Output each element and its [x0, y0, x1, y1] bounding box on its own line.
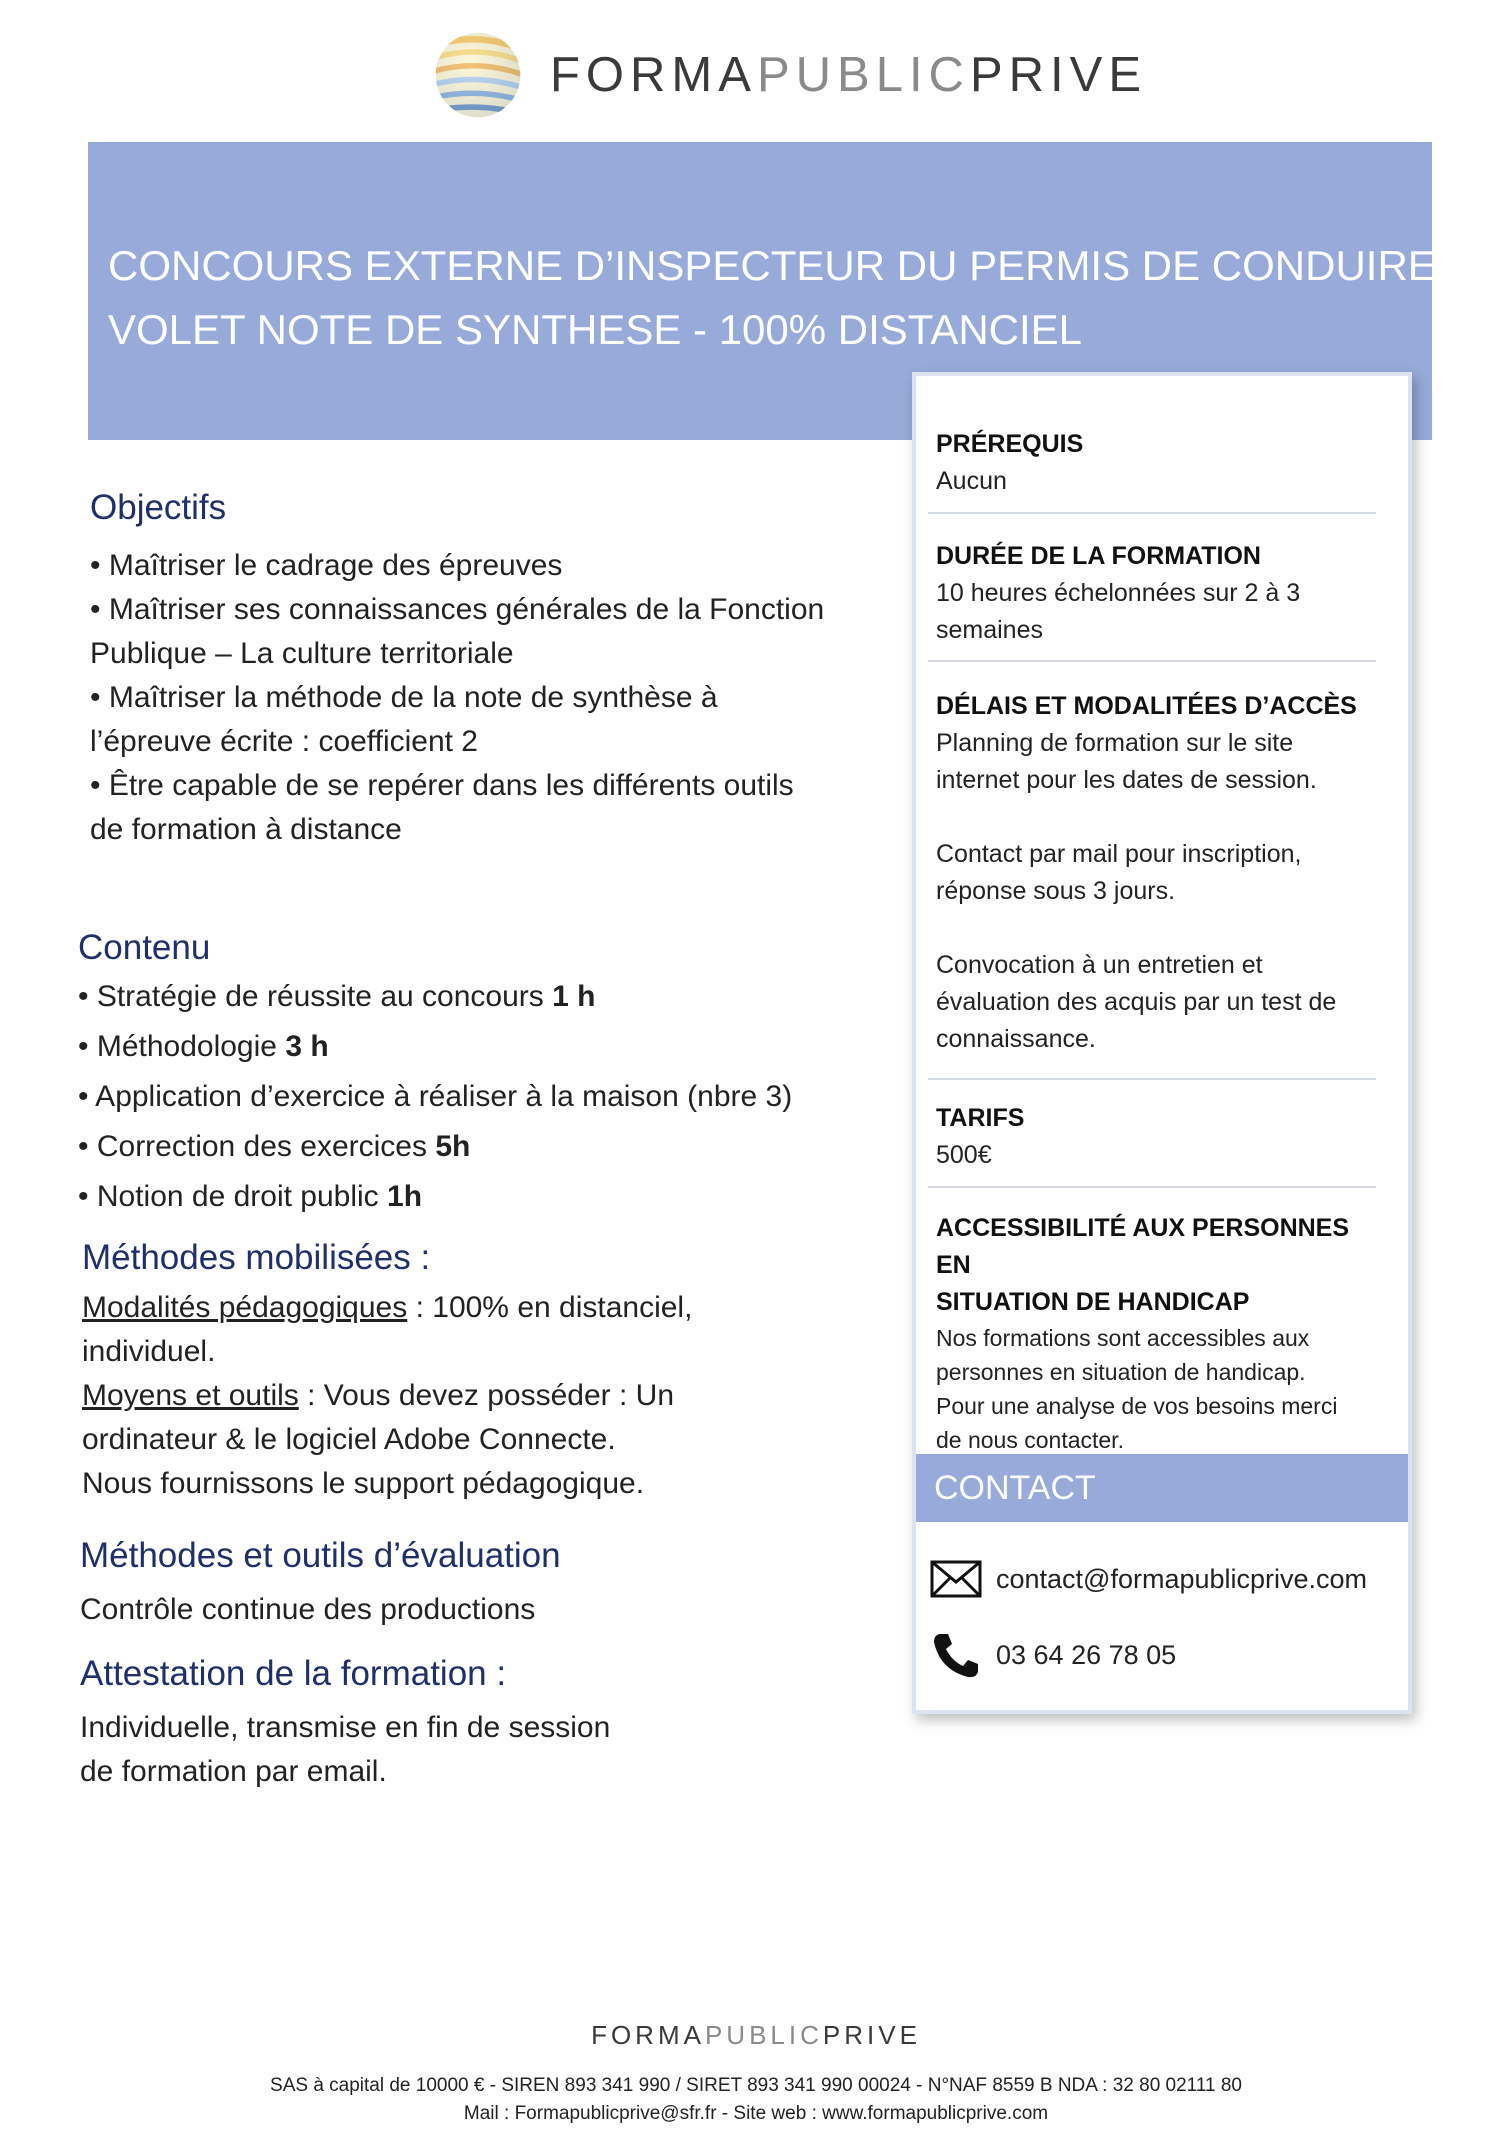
- accessibilite-section: [936, 1210, 1376, 1457]
- footer-logo: [0, 2020, 1512, 2051]
- delais-line-7: connaissance.: [936, 1025, 1096, 1053]
- contenu-item-text: • Correction des exercices: [78, 1130, 436, 1163]
- contenu-item-text: • Notion de droit public: [78, 1180, 388, 1213]
- objectifs-item: • Maîtriser le cadrage des épreuves: [90, 549, 563, 582]
- moyens-label: Moyens et outils: [82, 1379, 299, 1412]
- course-title: [108, 234, 1436, 362]
- course-title-line-2: VOLET NOTE DE SYNTHESE - 100% DISTANCIEL: [108, 306, 1083, 353]
- divider: [928, 1078, 1376, 1080]
- contenu-item-text: • Stratégie de réussite au concours: [78, 980, 553, 1013]
- delais-line-1: Planning de formation sur le site: [936, 729, 1294, 757]
- globe-logo-icon: [432, 29, 524, 121]
- contenu-item: [78, 1130, 470, 1164]
- footer-contact: Mail : Formapublicprive@sfr.fr - Site web : www.formapublicprive.com: [463, 2103, 1049, 2124]
- moyens-text: : Vous devez posséder : Un: [298, 1379, 675, 1412]
- objectifs-item: de formation à distance: [90, 813, 402, 846]
- envelope-icon: [930, 1560, 982, 1598]
- brand-name: [550, 47, 1147, 103]
- moyens-line-2: ordinateur & le logiciel Adobe Connecte.: [82, 1423, 616, 1456]
- prerequis-heading: PRÉREQUIS: [936, 430, 1084, 458]
- contenu-item-duration: 1 h: [552, 980, 596, 1013]
- objectifs-item: • Maîtriser ses connaissances générales de la Fonction: [90, 593, 825, 626]
- modalites-text: : 100% en distanciel,: [407, 1291, 693, 1324]
- footer-legal: SAS à capital de 10000 € - SIREN 893 341 990 / SIRET 893 341 990 00024 - N°NAF 8559 B NDA : 32 80 02111 80: [270, 2075, 1242, 2096]
- contenu-item: [78, 980, 595, 1014]
- prerequis-text: Aucun: [936, 467, 1007, 495]
- footer-brand-public: PUBLIC: [704, 2020, 823, 2050]
- attestation-title: Attestation de la formation :: [80, 1654, 507, 1693]
- footer-brand-prive: PRIVE: [822, 2020, 921, 2050]
- delais-line-5: Convocation à un entretien et: [936, 951, 1263, 979]
- delais-line-2: internet pour les dates de session.: [936, 766, 1317, 794]
- objectifs-item: • Être capable de se repérer dans les différents outils: [90, 769, 794, 802]
- moyens-line-3: Nous fournissons le support pédagogique.: [82, 1467, 645, 1500]
- accessibilite-line-4: de nous contacter.: [936, 1427, 1124, 1453]
- contenu-title: Contenu: [78, 928, 211, 967]
- brand-prive: PRIVE: [969, 48, 1148, 102]
- contact-phone-row[interactable]: [930, 1630, 1176, 1680]
- evaluation-text: Contrôle continue des productions: [80, 1593, 536, 1626]
- course-title-line-1: CONCOURS EXTERNE D’INSPECTEUR DU PERMIS DE CONDUIRE: [108, 242, 1436, 289]
- moyens-line: [82, 1374, 882, 1418]
- objectifs-list: [90, 544, 890, 852]
- info-sidebar: [912, 372, 1412, 1714]
- objectifs-title: Objectifs: [90, 488, 227, 527]
- delais-line-6: évaluation des acquis par un test de: [936, 988, 1337, 1016]
- evaluation-title: Méthodes et outils d’évaluation: [80, 1536, 561, 1575]
- contenu-item-duration: 5h: [435, 1130, 471, 1163]
- footer-brand-forma: FORMA: [591, 2020, 705, 2050]
- contact-email-row[interactable]: [930, 1560, 1367, 1598]
- contenu-item-text: • Méthodologie: [78, 1030, 286, 1063]
- divider: [928, 512, 1376, 514]
- attestation-body: [80, 1706, 880, 1794]
- methodes-body: [82, 1286, 882, 1506]
- contact-phone[interactable]: 03 64 26 78 05: [996, 1639, 1177, 1670]
- phone-icon: [930, 1630, 982, 1680]
- modalites-label: Modalités pédagogiques: [82, 1291, 408, 1324]
- attestation-line-2: de formation par email.: [80, 1755, 387, 1788]
- divider: [928, 660, 1376, 662]
- methodes-title: Méthodes mobilisées :: [82, 1238, 431, 1277]
- contenu-item: [78, 1080, 792, 1114]
- contact-header: CONTACT: [916, 1454, 1408, 1522]
- accessibilite-heading-2: SITUATION DE HANDICAP: [936, 1288, 1250, 1316]
- accessibilite-line-3: Pour une analyse de vos besoins merci: [936, 1393, 1338, 1419]
- contenu-item: [78, 1180, 422, 1214]
- delais-line-4: réponse sous 3 jours.: [936, 877, 1176, 905]
- modalites-line: [82, 1286, 882, 1330]
- header-logo: [432, 20, 1147, 130]
- duree-section: [936, 538, 1376, 649]
- contenu-item-duration: 3 h: [285, 1030, 329, 1063]
- divider: [928, 1186, 1376, 1188]
- duree-line-2: semaines: [936, 616, 1043, 644]
- objectifs-item: Publique – La culture territoriale: [90, 637, 514, 670]
- contact-email[interactable]: contact@formapublicprive.com: [996, 1563, 1368, 1594]
- accessibilite-line-2: personnes en situation de handicap.: [936, 1359, 1306, 1385]
- prerequis-section: [936, 426, 1376, 500]
- attestation-line-1: Individuelle, transmise en fin de session: [80, 1711, 611, 1744]
- tarifs-section: [936, 1100, 1376, 1174]
- duree-heading: DURÉE DE LA FORMATION: [936, 542, 1261, 570]
- objectifs-item: • Maîtriser la méthode de la note de synthèse à: [90, 681, 718, 714]
- contenu-item-text: • Application d’exercice à réaliser à la maison (nbre 3): [78, 1080, 793, 1113]
- delais-heading: DÉLAIS ET MODALITÉES D’ACCÈS: [936, 692, 1357, 720]
- contenu-item: [78, 1030, 329, 1064]
- delais-section: [936, 688, 1376, 1058]
- modalites-line-2: individuel.: [82, 1335, 216, 1368]
- delais-line-3: Contact par mail pour inscription,: [936, 840, 1302, 868]
- accessibilite-line-1: Nos formations sont accessibles aux: [936, 1325, 1310, 1351]
- tarifs-heading: TARIFS: [936, 1104, 1025, 1132]
- duree-line-1: 10 heures échelonnées sur 2 à 3: [936, 579, 1301, 607]
- contenu-item-duration: 1h: [387, 1180, 423, 1213]
- objectifs-item: l’épreuve écrite : coefficient 2: [90, 725, 478, 758]
- tarifs-price: 500€: [936, 1141, 992, 1169]
- accessibilite-heading-1: ACCESSIBILITÉ AUX PERSONNES EN: [936, 1214, 1350, 1279]
- brand-forma: FORMA: [550, 48, 757, 102]
- brand-public: PUBLIC: [756, 48, 970, 102]
